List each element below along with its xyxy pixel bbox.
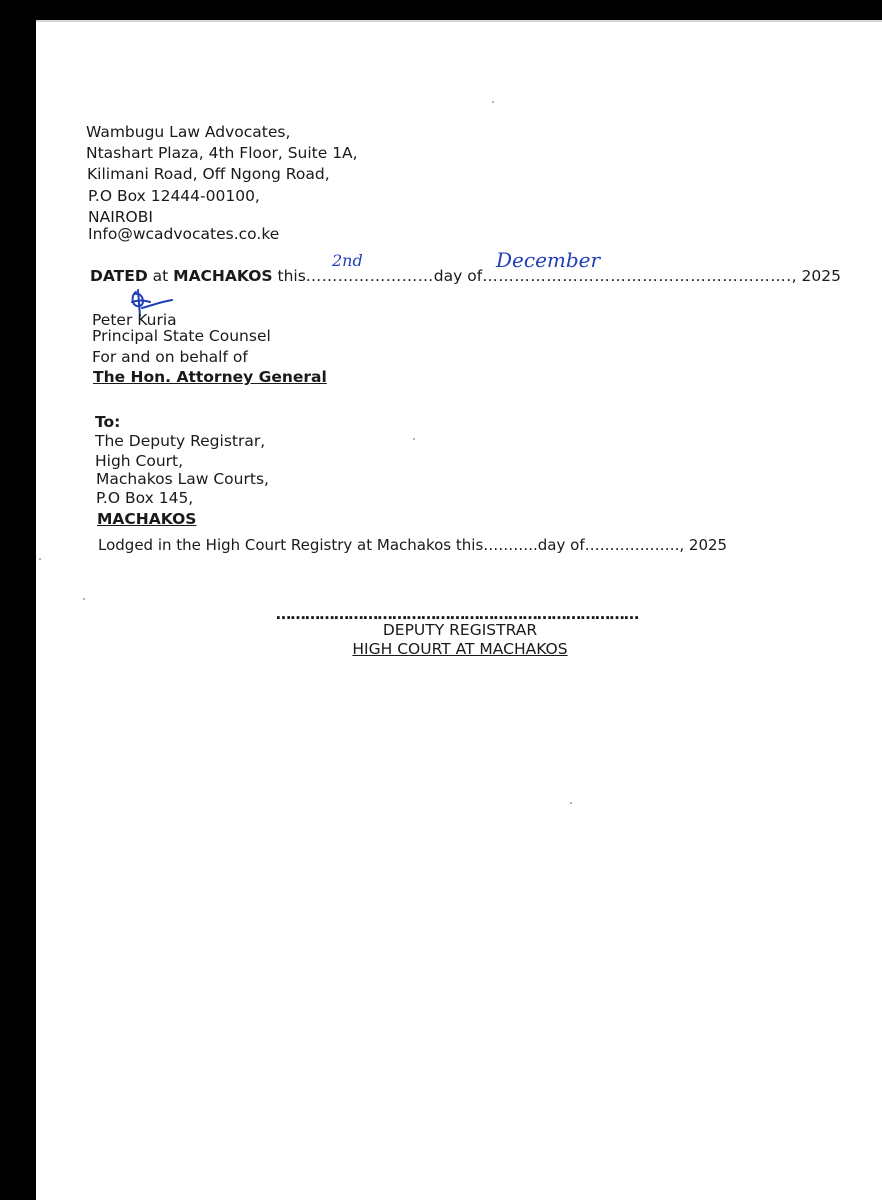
lodged-line: Lodged in the High Court Registry at Machakos this………..day of………………., 2025 — [98, 536, 728, 554]
dated-day-of: day of — [433, 267, 483, 285]
dated-place: MACHAKOS — [173, 267, 273, 285]
firm-po-box: P.O Box 12444-00100, — [88, 187, 260, 205]
scan-speck — [492, 101, 494, 103]
dated-this: this — [277, 267, 306, 285]
scan-edge — [36, 20, 882, 22]
dated-line — [90, 266, 841, 286]
firm-city: NAIROBI — [88, 208, 153, 226]
dated-year: , 2025 — [791, 267, 841, 285]
recipient-line2: High Court, — [95, 452, 184, 470]
firm-address-line2: Kilimani Road, Off Ngong Road, — [87, 165, 330, 183]
firm-name: Wambugu Law Advocates, — [86, 123, 291, 141]
scan-speck — [39, 558, 41, 560]
registrar-court: HIGH COURT AT MACHAKOS — [352, 640, 568, 658]
document-page — [36, 20, 882, 1200]
signatory-behalf: For and on behalf of — [92, 348, 248, 366]
scan-speck — [83, 598, 85, 600]
recipient-to: To: — [95, 413, 121, 431]
recipient-line3: Machakos Law Courts, — [96, 470, 269, 488]
recipient-line1: The Deputy Registrar, — [95, 432, 266, 450]
handwritten-day: 2nd — [332, 251, 363, 270]
recipient-line4: P.O Box 145, — [96, 489, 194, 507]
recipient-city: MACHAKOS — [97, 510, 197, 528]
signatory-name: Peter Kuria — [92, 311, 177, 329]
firm-email: Info@wcadvocates.co.ke — [88, 225, 280, 243]
handwritten-month: December — [496, 248, 601, 272]
dated-label: DATED — [90, 267, 148, 285]
signatory-title: Principal State Counsel — [92, 327, 271, 345]
firm-address-line1: Ntashart Plaza, 4th Floor, Suite 1A, — [86, 144, 358, 162]
scan-speck — [413, 438, 415, 440]
dated-day-dots: …………………… — [305, 267, 434, 285]
signatory-office: The Hon. Attorney General — [93, 368, 327, 386]
registrar-signature-dots: ………………………………………………………………… — [275, 605, 639, 623]
registrar-title: DEPUTY REGISTRAR — [382, 621, 538, 639]
dated-at: at — [152, 267, 169, 285]
dated-month-dots: …………………………………………………. — [482, 267, 792, 285]
scan-speck — [570, 802, 572, 804]
